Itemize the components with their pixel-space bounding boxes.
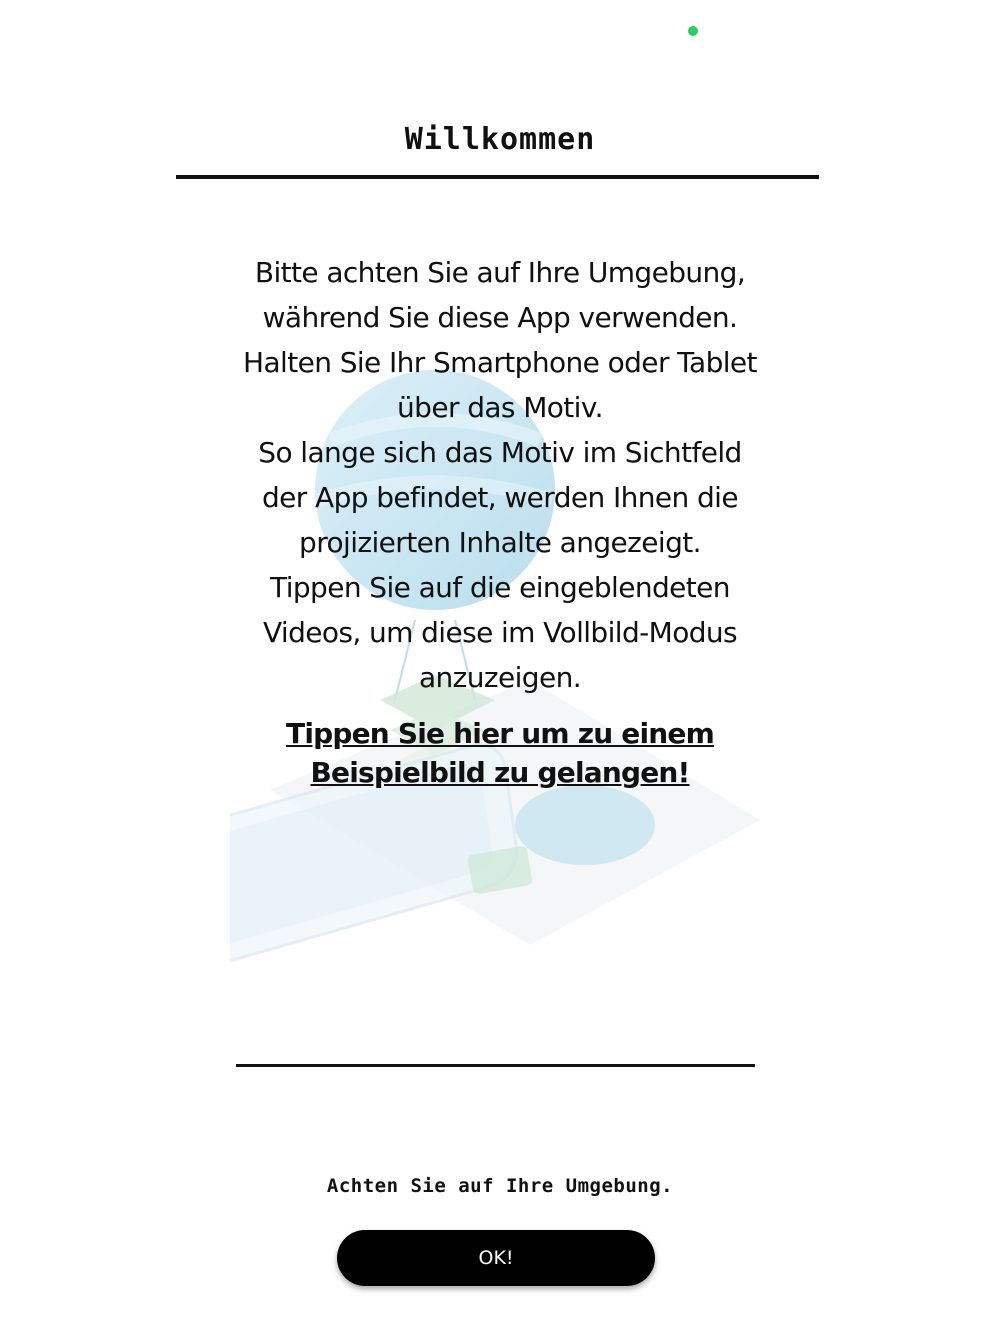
example-link-line: Tippen Sie hier um zu einem	[286, 717, 714, 750]
intro-line: Halten Sie Ihr Smartphone oder Tablet	[243, 346, 757, 379]
title-divider	[176, 175, 819, 179]
footer-divider	[236, 1064, 755, 1067]
intro-text	[200, 250, 800, 700]
dish-shape	[515, 785, 655, 865]
example-link-line: Beispielbild zu gelangen!	[310, 756, 690, 789]
example-image-link[interactable]	[200, 714, 800, 792]
intro-line: über das Motiv.	[397, 391, 603, 424]
intro-line: der App befindet, werden Ihnen die	[262, 481, 738, 514]
intro-line: Videos, um diese im Vollbild-Modus	[262, 616, 738, 649]
intro-line: Bitte achten Sie auf Ihre Umgebung,	[254, 256, 746, 289]
environment-notice: Achten Sie auf Ihre Umgebung.	[326, 1175, 674, 1197]
intro-line: während Sie diese App verwenden.	[262, 301, 738, 334]
intro-line: anzuzeigen.	[418, 661, 582, 694]
ok-button[interactable]: OK!	[337, 1230, 655, 1286]
intro-line: So lange sich das Motiv im Sichtfeld	[258, 436, 742, 469]
camera-indicator-dot	[688, 26, 698, 36]
intro-line: Tippen Sie auf die eingeblendeten	[270, 571, 730, 604]
page-title: Willkommen	[404, 122, 596, 157]
intro-line: projizierten Inhalte angezeigt.	[299, 526, 701, 559]
